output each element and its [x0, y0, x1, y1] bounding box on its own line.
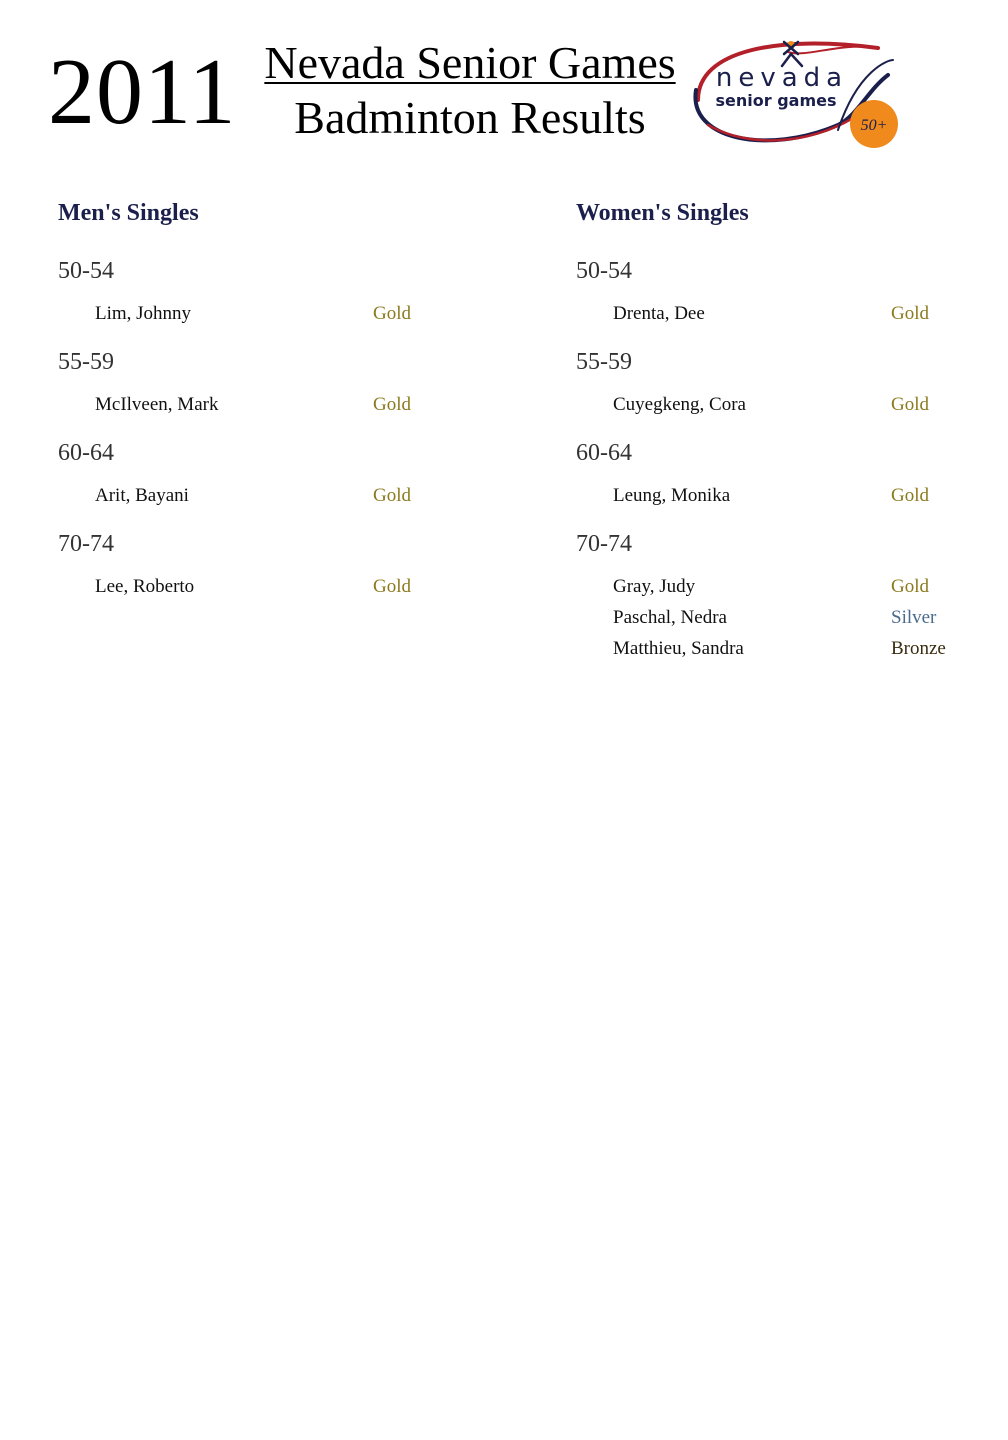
medal-label: Bronze [891, 638, 946, 659]
result-row [576, 298, 976, 329]
womens-singles-column [576, 196, 976, 682]
age-group-heading: 50-54 [576, 258, 632, 284]
result-row [576, 480, 976, 511]
result-row [58, 571, 458, 602]
medal-label: Gold [373, 303, 411, 324]
result-row [576, 602, 976, 633]
age-group-heading: 60-64 [576, 440, 632, 466]
results-list [576, 571, 976, 664]
age-group-heading: 70-74 [58, 531, 114, 557]
womens-singles-title: Women's Singles [576, 200, 749, 226]
athlete-name: McIlveen, Mark [95, 394, 219, 415]
result-row [58, 480, 458, 511]
title-event-name: Nevada Senior Games [264, 37, 676, 88]
results-list [576, 389, 976, 420]
logo-text-nevada: nevada [715, 63, 849, 93]
result-row [576, 571, 976, 602]
athlete-name: Paschal, Nedra [613, 607, 727, 628]
athlete-name: Cuyegkeng, Cora [613, 394, 746, 415]
medal-label: Gold [891, 485, 929, 506]
athlete-name: Drenta, Dee [613, 303, 705, 324]
medal-label: Gold [373, 576, 411, 597]
athlete-name: Matthieu, Sandra [613, 638, 744, 659]
age-group-heading: 60-64 [58, 440, 114, 466]
age-group-heading: 55-59 [576, 349, 632, 375]
page-title [252, 36, 688, 146]
result-row [576, 389, 976, 420]
nevada-senior-games-logo [688, 30, 908, 160]
athlete-name: Lim, Johnny [95, 303, 192, 324]
results-list [58, 571, 458, 602]
age-group-heading: 70-74 [576, 531, 632, 557]
athlete-name: Gray, Judy [613, 576, 696, 597]
results-list [576, 480, 976, 511]
result-row [58, 298, 458, 329]
result-row [58, 389, 458, 420]
medal-label: Gold [373, 485, 411, 506]
medal-label: Gold [891, 303, 929, 324]
results-list [58, 389, 458, 420]
year-heading: 2011 [48, 40, 237, 144]
mens-singles-column [58, 196, 458, 620]
result-row [576, 633, 976, 664]
logo-badge-text: 50+ [860, 117, 888, 134]
womens-age-groups [576, 256, 976, 664]
athlete-name: Lee, Roberto [95, 576, 195, 597]
mens-singles-title: Men's Singles [58, 200, 199, 226]
results-list [58, 480, 458, 511]
age-group-heading: 55-59 [58, 349, 114, 375]
results-list [58, 298, 458, 329]
athlete-name: Leung, Monika [613, 485, 731, 506]
medal-label: Gold [891, 394, 929, 415]
age-group-heading: 50-54 [58, 258, 114, 284]
medal-label: Gold [373, 394, 411, 415]
mens-age-groups [58, 256, 458, 602]
title-sport-results: Badminton Results [294, 92, 646, 143]
logo-text-senior-games: senior games [715, 91, 837, 110]
medal-label: Gold [891, 576, 929, 597]
athlete-name: Arit, Bayani [95, 485, 189, 506]
medal-label: Silver [891, 607, 937, 628]
results-list [576, 298, 976, 329]
